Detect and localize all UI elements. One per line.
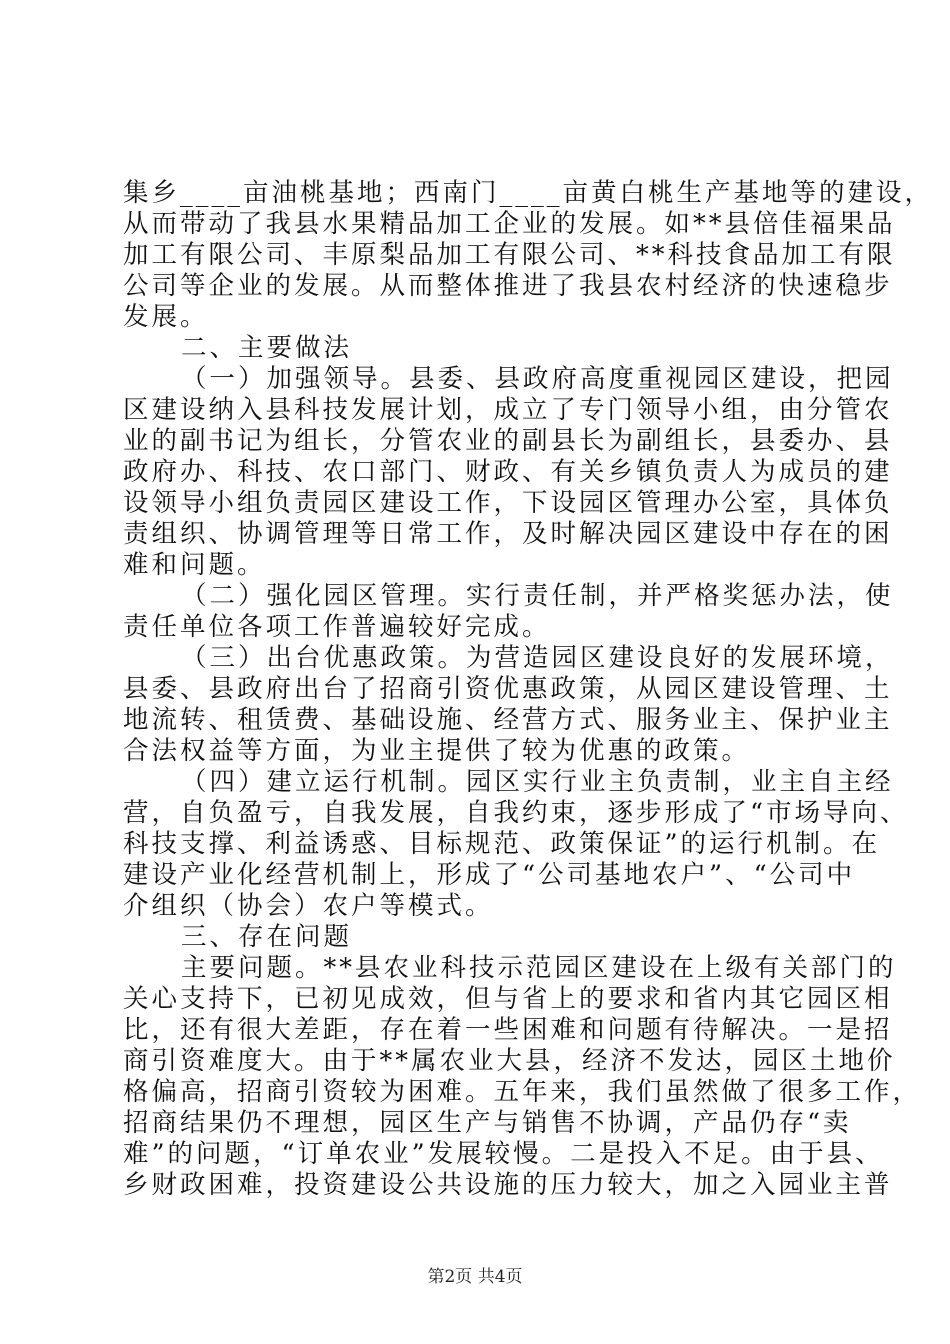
text-line: 乡财政困难，投资建设公共设施的压力较大，加之入园业主普 xyxy=(123,1170,893,1200)
text-line: 设领导小组负责园区建设工作，下设园区管理办公室，具体负 xyxy=(123,488,893,518)
text-line: 区建设纳入县科技发展计划，成立了专门领导小组，由分管农 xyxy=(123,395,893,425)
text-line: 难”的问题，“订单农业”发展较慢。二是投入不足。由于县、 xyxy=(123,1139,884,1169)
document-body xyxy=(123,178,934,1201)
text-line: 二、主要做法 xyxy=(181,333,353,363)
text-line: （二）强化园区管理。实行责任制，并严格奖惩办法，使 xyxy=(181,581,894,611)
text-line: 介组织（协会）农户等模式。 xyxy=(123,891,494,921)
text-line: 营，自负盈亏，自我发展，自我约束，逐步形成了“市场导向、 xyxy=(123,798,909,828)
text-line: （四）建立运行机制。园区实行业主负责制，业主自主经 xyxy=(181,767,894,797)
text-line: 科技支撑、利益诱惑、目标规范、政策保证”的运行机制。在 xyxy=(123,829,881,859)
text-line: 集乡____亩油桃基地；西南门____亩黄白桃生产基地等的建设， xyxy=(123,178,934,208)
text-line: 主要问题。**县农业科技示范园区建设在上级有关部门的 xyxy=(181,953,897,983)
text-line: 责任单位各项工作普遍较好完成。 xyxy=(123,612,551,642)
text-line: 三、存在问题 xyxy=(181,922,353,952)
text-line: 县委、县政府出台了招商引资优惠政策，从园区建设管理、土 xyxy=(123,674,893,704)
text-line: （三）出台优惠政策。为营造园区建设良好的发展环境， xyxy=(181,643,894,673)
text-line: 发展。 xyxy=(123,302,209,332)
text-line: 难和问题。 xyxy=(123,550,266,580)
text-line: 加工有限公司、丰原梨品加工有限公司、**科技食品加工有限 xyxy=(123,240,896,270)
text-line: （一）加强领导。县委、县政府高度重视园区建设，把园 xyxy=(181,364,894,394)
page-footer: 第2页 共4页 xyxy=(427,1267,523,1287)
text-line: 政府办、科技、农口部门、财政、有关乡镇负责人为成员的建 xyxy=(123,457,893,487)
text-line: 格偏高，招商引资较为困难。五年来，我们虽然做了很多工作， xyxy=(123,1077,922,1107)
text-line: 公司等企业的发展。从而整体推进了我县农村经济的快速稳步 xyxy=(123,271,893,301)
text-line: 责组织、协调管理等日常工作，及时解决园区建设中存在的困 xyxy=(123,519,893,549)
text-line: 招商结果仍不理想，园区生产与销售不协调，产品仍存“卖 xyxy=(123,1108,852,1138)
text-line: 合法权益等方面，为业主提供了较为优惠的政策。 xyxy=(123,736,751,766)
text-line: 业的副书记为组长，分管农业的副县长为副组长，县委办、县 xyxy=(123,426,893,456)
text-line: 关心支持下，已初见成效，但与省上的要求和省内其它园区相 xyxy=(123,984,893,1014)
text-line: 商引资难度大。由于**属农业大县，经济不发达，园区土地价 xyxy=(123,1046,896,1076)
text-line: 比，还有很大差距，存在着一些困难和问题有待解决。一是招 xyxy=(123,1015,893,1045)
text-line: 地流转、租赁费、基础设施、经营方式、服务业主、保护业主 xyxy=(123,705,893,735)
text-line: 建设产业化经营机制上，形成了“公司基地农户”、“公司中 xyxy=(123,860,856,890)
text-line: 从而带动了我县水果精品加工企业的发展。如**县倍佳福果品 xyxy=(123,209,896,239)
